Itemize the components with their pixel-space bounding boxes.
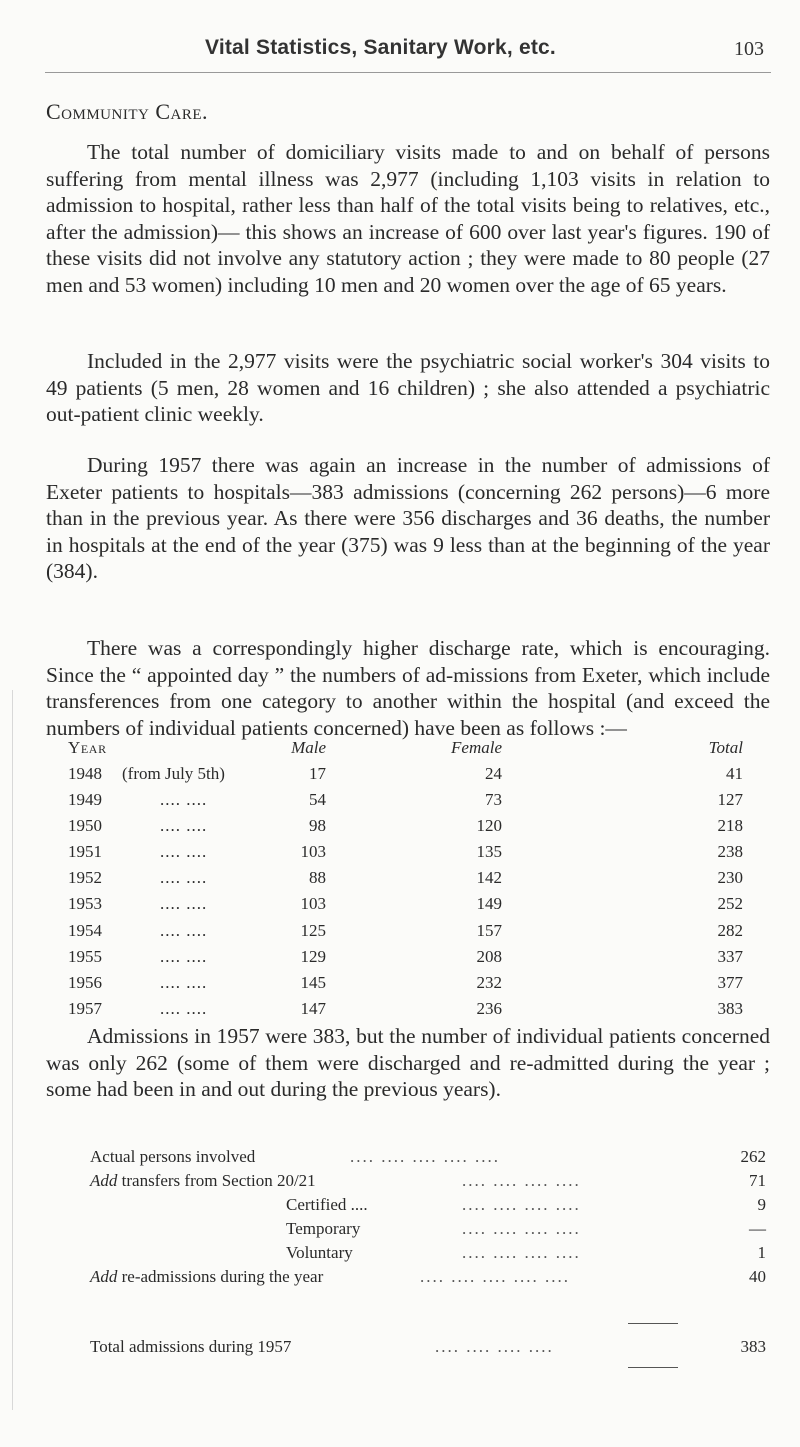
header-female: Female — [451, 738, 502, 757]
row-male: 145 — [300, 972, 326, 992]
paragraph-social-worker: Included in the 2,977 visits were the psychiatric social worker's 304 visits to 49 patients (5 men, 28 women and 16 children) ; she also attended a psychiatric out-patient clinic weekly. — [46, 349, 770, 426]
row-male: 88 — [309, 868, 326, 888]
total-dots: .... .... .... .... — [435, 1337, 554, 1356]
summary-label-text: Voluntary — [286, 1243, 353, 1262]
header-male: Male — [291, 738, 326, 757]
row-total: 337 — [717, 946, 743, 966]
summary-label-text: Certified .... — [286, 1195, 368, 1214]
row-dots: .... .... — [160, 868, 208, 888]
table-row — [68, 947, 768, 973]
row-female: 236 — [476, 998, 502, 1018]
row-year: 1948 — [68, 764, 102, 783]
row-male: 17 — [309, 764, 326, 783]
table-header-row — [68, 738, 768, 764]
row-total: 282 — [717, 920, 743, 940]
summary-value: 71 — [749, 1171, 766, 1190]
table-row — [68, 816, 768, 842]
row-year: 1956 — [68, 972, 102, 992]
row-female: 135 — [476, 842, 502, 862]
row-dots: .... .... — [160, 972, 208, 992]
page-number: 103 — [734, 38, 764, 60]
row-male: 103 — [300, 894, 326, 914]
header-total: Total — [708, 738, 743, 757]
row-total: 127 — [717, 790, 743, 810]
summary-label — [286, 1195, 368, 1215]
total-label: Total admissions during 1957 — [90, 1337, 292, 1356]
margin-line — [12, 690, 13, 1410]
summary-label-text: transfers from Section 20/21 — [117, 1171, 316, 1190]
row-dots: .... .... — [160, 894, 208, 914]
row-male: 129 — [300, 946, 326, 966]
row-year: 1951 — [68, 842, 102, 862]
summary-label — [286, 1243, 353, 1263]
summary-label — [90, 1171, 316, 1191]
row-male: 147 — [300, 998, 326, 1018]
summary-dots: .... .... .... .... — [462, 1195, 581, 1214]
paragraph-individual-patients: Admissions in 1957 were 383, but the number of individual patients concerned was only 262 (some of them were discharged and re-admitted during the year ; some had been in and out during the previous years). — [46, 1024, 770, 1101]
summary-label-text: Temporary — [286, 1219, 361, 1238]
summary-label — [286, 1219, 360, 1239]
total-rule-bottom — [628, 1367, 678, 1368]
row-female: 149 — [476, 894, 502, 914]
row-female: 142 — [476, 868, 502, 888]
row-label: (from July 5th) — [122, 764, 225, 783]
page-header — [0, 36, 800, 66]
row-total: 238 — [717, 842, 743, 862]
row-year: 1950 — [68, 816, 102, 836]
row-female: 232 — [476, 972, 502, 992]
row-total: 41 — [726, 764, 743, 783]
row-female: 157 — [476, 920, 502, 940]
row-total: 230 — [717, 868, 743, 888]
paragraph-domiciliary-visits: The total number of domiciliary visits made to and on behalf of persons suffering from mental illness was 2,977 (including 1,103 visits in relation to admission to hospital, rather less than half of the total visits being to relatives, etc., after the admission)— this shows an increase of 600 over last year's figures. 190 of these visits did not involve any statutory action ; they were made to 80 people (27 men and 53 women) including 10 men and 20 women over the age of 65 years. — [46, 140, 770, 297]
header-rule — [45, 72, 771, 73]
summary-prefix: Add — [90, 1171, 118, 1190]
section-title: Community Care. — [46, 99, 209, 124]
row-male: 125 — [300, 920, 326, 940]
row-year: 1949 — [68, 790, 102, 810]
table-row — [68, 921, 768, 947]
row-total: 383 — [717, 998, 743, 1018]
row-year: 1957 — [68, 998, 102, 1018]
summary-row — [90, 1219, 770, 1243]
table-row — [68, 790, 768, 816]
row-female: 208 — [476, 946, 502, 966]
paragraph-discharge-rate: There was a correspondingly higher discharge rate, which is encouraging. Since the “ appointed day ” the numbers of ad-missions from Exeter, which include transferences from one category to another within the hospital (and exceed the numbers of individual patients concerned) have been as follows :— — [46, 636, 770, 740]
summary-total-row — [90, 1337, 770, 1361]
row-total: 252 — [717, 894, 743, 914]
table-row — [68, 973, 768, 999]
summary-value: — — [749, 1219, 766, 1238]
summary-row — [90, 1147, 770, 1171]
summary-dots: .... .... .... .... — [462, 1171, 581, 1190]
summary-label-text: Actual persons involved — [90, 1147, 256, 1166]
row-female: 73 — [485, 790, 502, 810]
row-male: 54 — [309, 790, 326, 810]
summary-row — [90, 1243, 770, 1267]
summary-value: 1 — [757, 1243, 766, 1262]
table-row — [68, 894, 768, 920]
summary-dots: .... .... .... .... — [462, 1243, 581, 1262]
table-row — [68, 842, 768, 868]
row-male: 103 — [300, 842, 326, 862]
header-year: Year — [68, 738, 107, 757]
table-row — [68, 999, 768, 1025]
admissions-table — [68, 738, 768, 1025]
row-year: 1952 — [68, 868, 102, 888]
row-dots: .... .... — [160, 920, 208, 940]
table-row — [68, 764, 768, 790]
row-dots: .... .... — [160, 998, 208, 1018]
row-year: 1953 — [68, 894, 102, 914]
summary-label-text: re-admissions during the year — [117, 1267, 324, 1286]
row-dots: .... .... — [160, 842, 208, 862]
total-value: 383 — [740, 1337, 766, 1356]
row-female: 120 — [476, 816, 502, 836]
paragraph-admissions-1957: During 1957 there was again an increase in the number of admissions of Exeter patients to hospitals—383 admissions (concerning 262 persons)—6 more than in the previous year. As there were 356 discharges and 36 deaths, the number in hospitals at the end of the year (375) was 9 less than at the beginning of the year (384). — [46, 453, 770, 583]
row-total: 218 — [717, 816, 743, 836]
summary-dots: .... .... .... .... — [462, 1219, 581, 1238]
summary-prefix: Add — [90, 1267, 118, 1286]
summary-row — [90, 1171, 770, 1195]
summary-value: 40 — [749, 1267, 766, 1286]
summary-dots: .... .... .... .... .... — [350, 1147, 500, 1166]
running-head: Vital Statistics, Sanitary Work, etc. — [205, 36, 556, 59]
table-row — [68, 868, 768, 894]
row-female: 24 — [485, 764, 502, 783]
row-year: 1954 — [68, 920, 102, 940]
table-body — [68, 764, 768, 1025]
row-year: 1955 — [68, 946, 102, 966]
row-dots: .... .... — [160, 816, 208, 836]
summary-value: 9 — [757, 1195, 766, 1214]
summary-dots: .... .... .... .... .... — [420, 1267, 570, 1286]
row-male: 98 — [309, 816, 326, 836]
summary-label — [90, 1147, 255, 1167]
summary-label — [90, 1267, 323, 1287]
summary-row — [90, 1267, 770, 1291]
row-dots: .... .... — [160, 790, 208, 810]
total-rule-top — [628, 1323, 678, 1324]
admissions-summary — [90, 1147, 770, 1291]
summary-value: 262 — [740, 1147, 766, 1166]
summary-row — [90, 1195, 770, 1219]
row-total: 377 — [717, 972, 743, 992]
row-dots: .... .... — [160, 946, 208, 966]
